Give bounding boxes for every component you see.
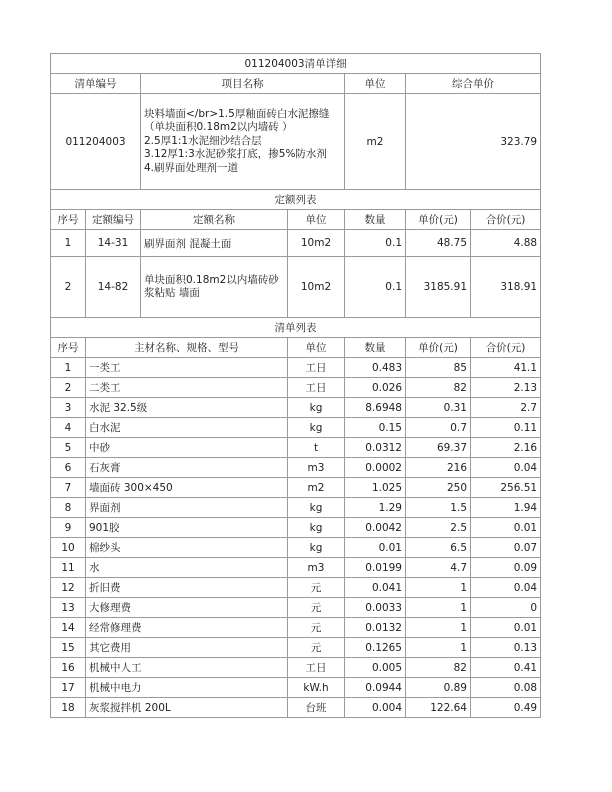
material-name: 白水泥 bbox=[86, 418, 288, 438]
material-index: 12 bbox=[51, 578, 86, 598]
material-index: 7 bbox=[51, 478, 86, 498]
material-index: 15 bbox=[51, 638, 86, 658]
material-qty: 0.0132 bbox=[345, 618, 406, 638]
material-index: 4 bbox=[51, 418, 86, 438]
material-total: 41.1 bbox=[471, 358, 541, 378]
material-total: 0.11 bbox=[471, 418, 541, 438]
material-row bbox=[51, 638, 541, 658]
material-section-title: 清单列表 bbox=[51, 318, 541, 338]
item-code: 011204003 bbox=[51, 94, 141, 190]
item-price: 323.79 bbox=[406, 94, 541, 190]
material-row bbox=[51, 498, 541, 518]
quota-qty: 0.1 bbox=[345, 230, 406, 257]
material-total: 0.08 bbox=[471, 678, 541, 698]
quota-unit-price: 48.75 bbox=[406, 230, 471, 257]
material-qty: 0.0033 bbox=[345, 598, 406, 618]
material-unit-price: 82 bbox=[406, 658, 471, 678]
price-header: 综合单价 bbox=[406, 74, 541, 94]
material-unit: m3 bbox=[288, 458, 345, 478]
material-name: 经常修理费 bbox=[86, 618, 288, 638]
material-name: 石灰膏 bbox=[86, 458, 288, 478]
material-row bbox=[51, 378, 541, 398]
material-total: 0.09 bbox=[471, 558, 541, 578]
quota-code: 14-31 bbox=[86, 230, 141, 257]
material-name: 水泥 32.5级 bbox=[86, 398, 288, 418]
material-qty: 0.041 bbox=[345, 578, 406, 598]
material-total: 1.94 bbox=[471, 498, 541, 518]
material-total: 0 bbox=[471, 598, 541, 618]
material-header-index: 序号 bbox=[51, 338, 86, 358]
material-qty: 0.0002 bbox=[345, 458, 406, 478]
quota-index: 1 bbox=[51, 230, 86, 257]
material-total: 2.13 bbox=[471, 378, 541, 398]
material-total: 0.49 bbox=[471, 698, 541, 718]
material-unit: 元 bbox=[288, 578, 345, 598]
material-index: 1 bbox=[51, 358, 86, 378]
material-unit-price: 4.7 bbox=[406, 558, 471, 578]
material-total: 0.41 bbox=[471, 658, 541, 678]
material-header-total: 合价(元) bbox=[471, 338, 541, 358]
quota-header-code: 定额编号 bbox=[86, 210, 141, 230]
item-description bbox=[141, 94, 345, 190]
material-unit: 元 bbox=[288, 638, 345, 658]
material-unit-price: 1 bbox=[406, 598, 471, 618]
material-name: 二类工 bbox=[86, 378, 288, 398]
material-name: 一类工 bbox=[86, 358, 288, 378]
quota-header-name: 定额名称 bbox=[141, 210, 288, 230]
material-header-unit: 单位 bbox=[288, 338, 345, 358]
material-index: 3 bbox=[51, 398, 86, 418]
material-name: 机械中电力 bbox=[86, 678, 288, 698]
material-qty: 0.0944 bbox=[345, 678, 406, 698]
sheet-title: 011204003清单详细 bbox=[51, 54, 541, 74]
material-index: 18 bbox=[51, 698, 86, 718]
quota-unit: 10m2 bbox=[288, 230, 345, 257]
material-row bbox=[51, 458, 541, 478]
quota-header-qty: 数量 bbox=[345, 210, 406, 230]
material-unit-price: 0.31 bbox=[406, 398, 471, 418]
quota-name: 单块面积0.18m2以内墙砖砂浆粘贴 墙面 bbox=[141, 257, 288, 318]
material-qty: 8.6948 bbox=[345, 398, 406, 418]
desc-line-3: 3.12厚1:3水泥砂浆打底，掺5%防水剂 bbox=[144, 148, 327, 161]
material-name: 其它费用 bbox=[86, 638, 288, 658]
material-unit: m3 bbox=[288, 558, 345, 578]
material-row bbox=[51, 438, 541, 458]
material-index: 9 bbox=[51, 518, 86, 538]
material-row bbox=[51, 418, 541, 438]
material-row bbox=[51, 698, 541, 718]
quota-header-unit-price: 单价(元) bbox=[406, 210, 471, 230]
material-unit: 工日 bbox=[288, 358, 345, 378]
quota-unit: 10m2 bbox=[288, 257, 345, 318]
material-unit-price: 1 bbox=[406, 578, 471, 598]
material-unit: kg bbox=[288, 418, 345, 438]
material-row bbox=[51, 658, 541, 678]
quota-header-total: 合价(元) bbox=[471, 210, 541, 230]
quota-code: 14-82 bbox=[86, 257, 141, 318]
material-unit: kg bbox=[288, 538, 345, 558]
material-header-name: 主材名称、规格、型号 bbox=[86, 338, 288, 358]
quota-qty: 0.1 bbox=[345, 257, 406, 318]
material-unit-price: 122.64 bbox=[406, 698, 471, 718]
material-qty: 1.29 bbox=[345, 498, 406, 518]
material-total: 0.13 bbox=[471, 638, 541, 658]
material-name: 大修理费 bbox=[86, 598, 288, 618]
material-unit-price: 0.7 bbox=[406, 418, 471, 438]
material-index: 8 bbox=[51, 498, 86, 518]
material-unit-price: 85 bbox=[406, 358, 471, 378]
material-total: 256.51 bbox=[471, 478, 541, 498]
material-unit: kW.h bbox=[288, 678, 345, 698]
desc-line-2: 2.5厚1:1水泥细沙结合层 bbox=[144, 134, 262, 147]
item-unit: m2 bbox=[345, 94, 406, 190]
quota-name: 刷界面剂 混凝土面 bbox=[141, 230, 288, 257]
material-unit: 工日 bbox=[288, 658, 345, 678]
material-total: 2.16 bbox=[471, 438, 541, 458]
material-index: 6 bbox=[51, 458, 86, 478]
desc-line-1: 块料墙面</br>1.5厚釉面砖白水泥擦缝（单块面积0.18m2以内墙砖 ） bbox=[144, 107, 330, 134]
material-row bbox=[51, 558, 541, 578]
material-index: 13 bbox=[51, 598, 86, 618]
material-index: 16 bbox=[51, 658, 86, 678]
material-index: 2 bbox=[51, 378, 86, 398]
quota-unit-price: 3185.91 bbox=[406, 257, 471, 318]
material-row bbox=[51, 518, 541, 538]
material-unit-price: 216 bbox=[406, 458, 471, 478]
desc-line-4: 4.刷界面处理剂一道 bbox=[144, 161, 239, 174]
quota-total: 318.91 bbox=[471, 257, 541, 318]
material-total: 0.01 bbox=[471, 518, 541, 538]
material-row bbox=[51, 478, 541, 498]
material-unit: kg bbox=[288, 398, 345, 418]
material-row bbox=[51, 598, 541, 618]
material-unit: t bbox=[288, 438, 345, 458]
material-total: 0.04 bbox=[471, 458, 541, 478]
material-name: 墙面砖 300×450 bbox=[86, 478, 288, 498]
material-qty: 0.01 bbox=[345, 538, 406, 558]
material-unit-price: 250 bbox=[406, 478, 471, 498]
material-header-unit-price: 单价(元) bbox=[406, 338, 471, 358]
material-index: 17 bbox=[51, 678, 86, 698]
code-header: 清单编号 bbox=[51, 74, 141, 94]
material-row bbox=[51, 398, 541, 418]
material-row bbox=[51, 618, 541, 638]
material-unit: kg bbox=[288, 498, 345, 518]
quota-total: 4.88 bbox=[471, 230, 541, 257]
material-name: 901胶 bbox=[86, 518, 288, 538]
material-index: 11 bbox=[51, 558, 86, 578]
material-unit-price: 1.5 bbox=[406, 498, 471, 518]
material-qty: 0.15 bbox=[345, 418, 406, 438]
material-index: 10 bbox=[51, 538, 86, 558]
quota-index: 2 bbox=[51, 257, 86, 318]
material-qty: 0.005 bbox=[345, 658, 406, 678]
material-qty: 0.0312 bbox=[345, 438, 406, 458]
material-name: 棉纱头 bbox=[86, 538, 288, 558]
material-unit: kg bbox=[288, 518, 345, 538]
material-unit: m2 bbox=[288, 478, 345, 498]
material-name: 折旧费 bbox=[86, 578, 288, 598]
material-index: 14 bbox=[51, 618, 86, 638]
material-index: 5 bbox=[51, 438, 86, 458]
material-qty: 0.004 bbox=[345, 698, 406, 718]
name-header: 项目名称 bbox=[141, 74, 345, 94]
unit-header: 单位 bbox=[345, 74, 406, 94]
material-qty: 0.0042 bbox=[345, 518, 406, 538]
material-unit-price: 0.89 bbox=[406, 678, 471, 698]
material-unit-price: 1 bbox=[406, 638, 471, 658]
material-unit: 台班 bbox=[288, 698, 345, 718]
material-unit-price: 82 bbox=[406, 378, 471, 398]
quota-section-title: 定额列表 bbox=[51, 190, 541, 210]
material-unit: 元 bbox=[288, 618, 345, 638]
material-name: 中砂 bbox=[86, 438, 288, 458]
material-total: 0.07 bbox=[471, 538, 541, 558]
quota-header-unit: 单位 bbox=[288, 210, 345, 230]
material-unit-price: 6.5 bbox=[406, 538, 471, 558]
material-qty: 0.026 bbox=[345, 378, 406, 398]
material-row bbox=[51, 678, 541, 698]
material-name: 机械中人工 bbox=[86, 658, 288, 678]
material-name: 界面剂 bbox=[86, 498, 288, 518]
material-row bbox=[51, 538, 541, 558]
material-name: 水 bbox=[86, 558, 288, 578]
material-name: 灰浆搅拌机 200L bbox=[86, 698, 288, 718]
material-total: 0.04 bbox=[471, 578, 541, 598]
material-unit-price: 2.5 bbox=[406, 518, 471, 538]
material-unit: 工日 bbox=[288, 378, 345, 398]
quota-header-index: 序号 bbox=[51, 210, 86, 230]
material-row bbox=[51, 358, 541, 378]
material-unit: 元 bbox=[288, 598, 345, 618]
material-qty: 0.483 bbox=[345, 358, 406, 378]
material-qty: 0.1265 bbox=[345, 638, 406, 658]
material-qty: 1.025 bbox=[345, 478, 406, 498]
material-qty: 0.0199 bbox=[345, 558, 406, 578]
material-unit-price: 69.37 bbox=[406, 438, 471, 458]
material-total: 2.7 bbox=[471, 398, 541, 418]
bill-detail-table bbox=[50, 53, 541, 718]
material-unit-price: 1 bbox=[406, 618, 471, 638]
material-row bbox=[51, 578, 541, 598]
material-header-qty: 数量 bbox=[345, 338, 406, 358]
material-total: 0.01 bbox=[471, 618, 541, 638]
